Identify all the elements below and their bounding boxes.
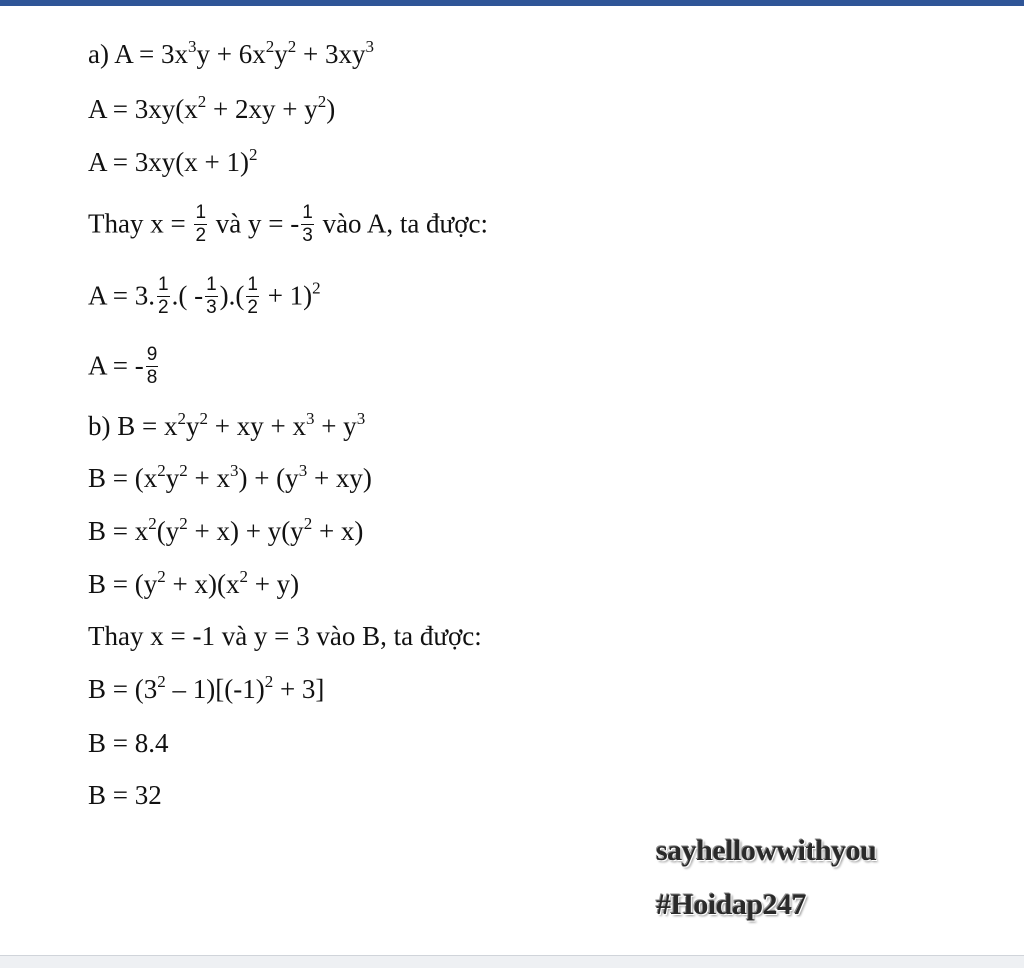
part-b-line-6: $B = (3^2 - 1)[(-1)^2 + 3]$ — [88, 672, 325, 704]
top-border-bar — [0, 0, 1024, 6]
fraction-9-8: $\frac{9}{8}$ — [146, 344, 158, 388]
part-a-line-2: $A = 3xy(x^2 + 2xy + y^2)$ — [88, 92, 336, 124]
fraction-1-2: $\frac{1}{2}$ — [195, 202, 207, 246]
part-b-line-1: b) $B = x^2y^2$ + xy + $x^3 + y^3$ — [88, 409, 366, 441]
part-a-line-1: a) $A = 3x^3y + 6x^2y^2 + 3xy^3$ — [88, 37, 374, 69]
part-b-line-2: $B = (x^2y^2 + x^3) + (y^3 + xy)$ — [88, 461, 372, 493]
fraction-1-3: $\frac{1}{3}$ — [302, 202, 313, 246]
fraction-1-2: $\frac{1}{2}$ — [158, 274, 169, 318]
part-a-line-6: A = - $\frac{9}{8}$ — [88, 344, 158, 388]
part-a-line-5: A = 3. $\frac{1}{2}$ .( - $\frac{1}{3}$ ).( $\frac{1}{2}$ + 1)$^2$ — [88, 274, 321, 318]
part-b-line-3: $B = x^2(y^2 + x) + y(y^2 + x)$ — [88, 514, 364, 546]
part-b-line-4: $B = (y^2 + x)(x^2 + y)$ — [88, 567, 300, 599]
part-b-line-5: Thay x = -1 và y = 3 vào B, ta được: — [88, 621, 482, 651]
fraction-1-2: $\frac{1}{2}$ — [247, 274, 258, 318]
fraction-1-3: $\frac{1}{3}$ — [206, 274, 217, 318]
bottom-edge — [0, 955, 1024, 968]
part-b-line-7: B = 8.4 — [88, 728, 169, 758]
part-b-line-8: B = 32 — [88, 780, 162, 810]
signature-name: sayhellowwithyou — [656, 834, 877, 867]
part-a-line-4: Thay x = $\frac{1}{2}$ và y = - $\frac{1}{3}$ vào A, ta được: — [88, 202, 488, 246]
signature-tag: #Hoidap247 — [656, 888, 807, 921]
part-a-line-3: $A = 3xy(x + 1)^2$ — [88, 145, 258, 177]
